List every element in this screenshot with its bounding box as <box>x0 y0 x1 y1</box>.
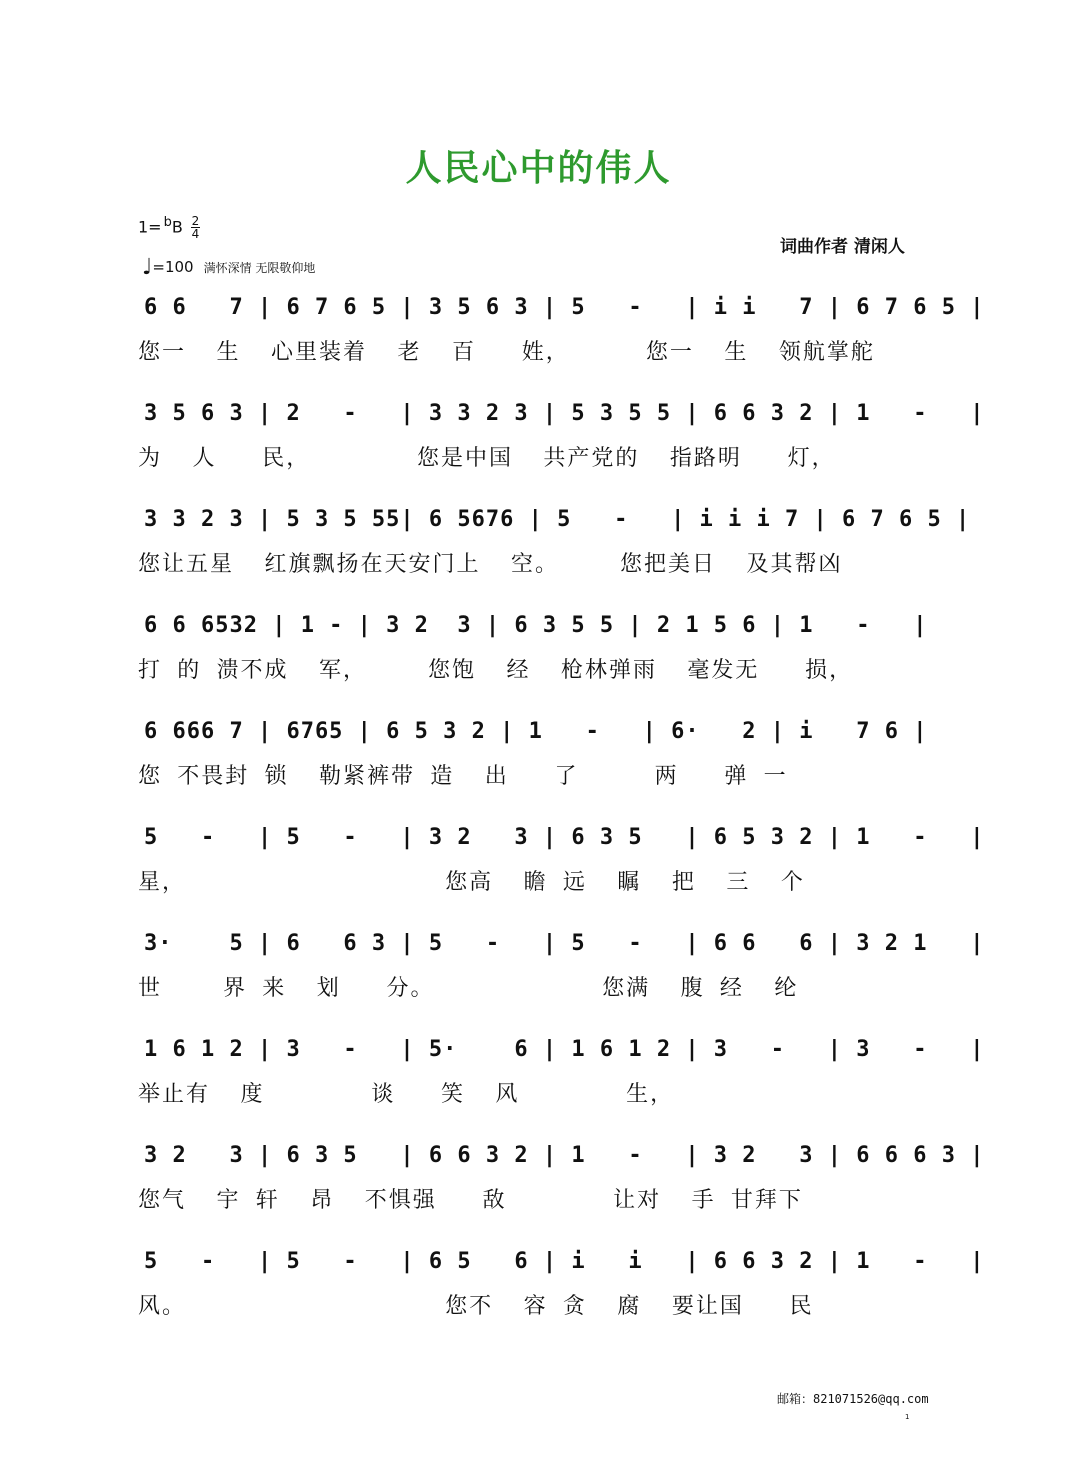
score-row <box>0 1143 1077 1243</box>
time-top: 2 <box>191 214 200 229</box>
notes-line: 3· 5 | 6 6 3 | 5 - | 5 - | 6 6 6 | 3 2 1 | <box>144 931 985 956</box>
author-credit: 词曲作者 清闲人 <box>780 237 905 257</box>
flat-sign: b <box>163 215 172 230</box>
score-row <box>0 1249 1077 1349</box>
score-row <box>0 507 1077 607</box>
lyrics-line: 您让五星 红旗飘扬在天安门上 空。 您把美日 及其帮凶 <box>138 552 843 577</box>
notes-line: 5 - | 5 - | 6 5 6 | i i | 6 6 3 2 | 1 - | <box>144 1249 985 1274</box>
notes-line: 5 - | 5 - | 3 2 3 | 6 3 5 | 6 5 3 2 | 1 - | <box>144 825 985 850</box>
lyrics-line: 举止有 度 谈 笑 风 生， <box>138 1082 675 1107</box>
notes-line: 3 2 3 | 6 3 5 | 6 6 3 2 | 1 - | 3 2 3 | 6 6 6 3 | <box>144 1143 985 1168</box>
email-address: 邮箱：821071526@qq.com <box>777 1392 929 1406</box>
notes-line: 3 3 2 3 | 5 3 5 55| 6 5676 | 5 - | i i i 7 | 6 7 6 5 | <box>144 507 971 532</box>
lyrics-line: 您气 宇 轩 昂 不惧强 敌 让对 手 甘拜下 <box>138 1188 803 1213</box>
song-title: 人民心中的伟人 <box>405 147 672 189</box>
time-signature <box>191 215 200 240</box>
key-signature <box>138 215 200 240</box>
expression-text: 满怀深情 无限敬仰地 <box>203 261 316 275</box>
notes-line: 3 5 6 3 | 2 - | 3 3 2 3 | 5 3 5 5 | 6 6 3 2 | 1 - | <box>144 401 985 426</box>
notes-line: 6 6 6532 | 1 - | 3 2 3 | 6 3 5 5 | 2 1 5 6 | 1 - | <box>144 613 928 638</box>
notes-line: 6 6 7 | 6 7 6 5 | 3 5 6 3 | 5 - | i i 7 | 6 7 6 5 | <box>144 295 985 320</box>
lyrics-line: 打 的 溃不成 军， 您饱 经 枪林弹雨 毫发无 损， <box>138 658 854 683</box>
tempo-marking <box>142 255 315 280</box>
lyrics-line: 为 人 民， 您是中国 共产党的 指路明 灯， <box>138 446 836 471</box>
score-row <box>0 825 1077 925</box>
score-row <box>0 719 1077 819</box>
lyrics-line: 星， 您高 瞻 远 瞩 把 三 个 <box>138 870 805 895</box>
score-row <box>0 1037 1077 1137</box>
page-number: 1 <box>905 1413 910 1421</box>
time-bottom: 4 <box>191 227 200 242</box>
notes-line: 1 6 1 2 | 3 - | 5· 6 | 1 6 1 2 | 3 - | 3 - | <box>144 1037 985 1062</box>
lyrics-line: 世 界 来 划 分。 您满 腹 经 纶 <box>138 976 799 1001</box>
key-tonic: B <box>171 217 183 237</box>
score-row <box>0 613 1077 713</box>
notes-line: 6 666 7 | 6765 | 6 5 3 2 | 1 - | 6· 2 | i 7 6 | <box>144 719 928 744</box>
lyrics-line: 风。 您不 容 贪 腐 要让国 民 <box>138 1294 814 1319</box>
score-row <box>0 401 1077 501</box>
score-row <box>0 295 1077 395</box>
lyrics-line: 您一 生 心里装着 老 百 姓， 您一 生 领航掌舵 <box>138 340 875 365</box>
lyrics-line: 您 不畏封 锁 勒紧裤带 造 出 了 两 弹 一 <box>138 764 788 789</box>
quarter-note-icon: ♩ <box>142 255 153 280</box>
tempo-value: =100 <box>152 258 194 276</box>
key-prefix: 1= <box>138 217 162 237</box>
score-row <box>0 931 1077 1031</box>
